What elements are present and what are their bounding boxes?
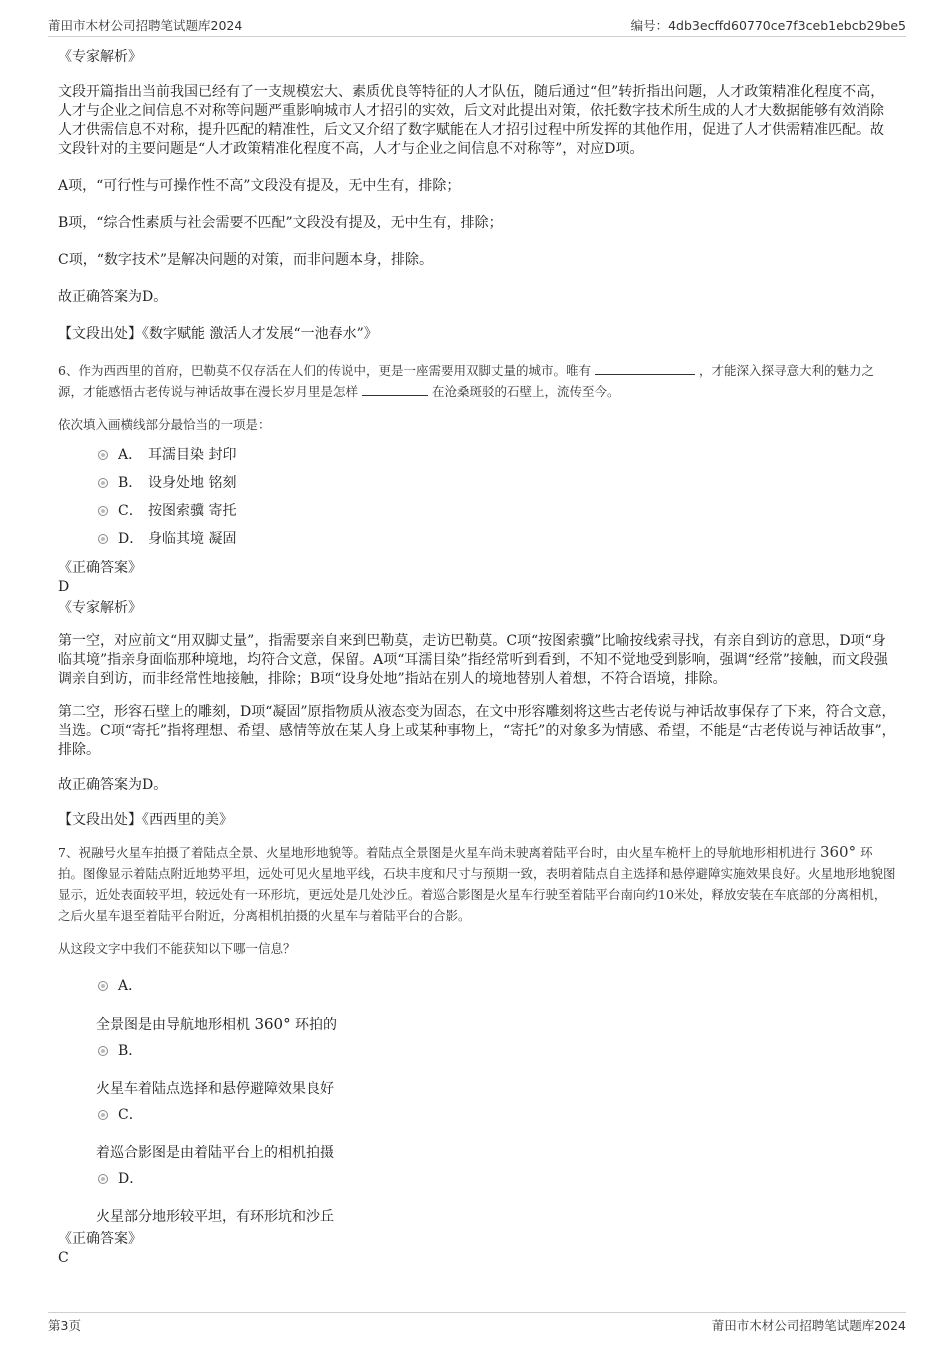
q6-stem-part3: 在沧桑斑驳的石壁上，流传至今。 <box>431 384 620 399</box>
option-label: A． <box>118 978 143 994</box>
q6-stem-part2: ，才能深入探寻意大利的魅力之源，才能感悟古老传说与神话故事在漫长岁月里是怎样 <box>58 363 874 399</box>
q7-answer: C <box>58 1250 69 1266</box>
page-content <box>58 44 896 1268</box>
radio-icon[interactable] <box>98 1046 108 1056</box>
q6-answer: D <box>58 579 70 595</box>
q7-option-a[interactable] <box>58 975 896 1036</box>
q5-conclusion: 故正确答案为D。 <box>58 289 168 305</box>
q6-analysis-paragraph-1: 第一空，对应前文“用双脚丈量”，指需要亲自来到巴勒莫，走访巴勒莫。C项“按图索骥”比喻按线索寻找，有亲自到访的意思，D项“身临其境”指亲身面临那种境地，均符合文意，保留。A项“耳濡目染”指经常听到看到，不知不觉地受到影响，强调“经常”接触，而文段强调亲自到访，而非经常性地接触，排除；B项“设身处地”指站在别人的境地替别人着想，不符合语境，排除。 <box>58 633 888 687</box>
q6-option-b[interactable] <box>58 469 896 497</box>
radio-icon[interactable] <box>98 981 108 991</box>
q5-analysis-option-b: B项，“综合性素质与社会需要不匹配”文段没有提及，无中生有，排除； <box>58 215 503 231</box>
q7-stem-rest: 环拍。图像显示着陆点附近地势平坦，远处可见火星地平线，石块丰度和尺寸与预期一致，表明着陆点自主选择和悬停避障实施效果良好。火星地形地貌图显示，近处表面较平坦，较远处有一环形坑，更远处是几处沙丘。着巡合影图是火星车行驶至着陆平台南向约10米处，释放安装在车底部的分离相机，之后火星车退至着陆平台附近，分离相机拍摄的火星车与着陆平台的合影。 <box>58 845 896 923</box>
option-label: A． <box>118 447 143 463</box>
q6-analysis-paragraph-2: 第二空，形容石壁上的雕刻，D项“凝固”原指物质从液态变为固态，在文中形容雕刻将这些古老传说与神话故事保存了下来，符合文意，当选。C项“寄托”指将理想、希望、感情等放在某人身上或某种事物上，“寄托”的对象多为情感、希望，不能是“古老传说与神话故事”，排除。 <box>58 704 896 758</box>
option-text: 身临其境 凝固 <box>148 531 237 547</box>
footer-title: 莆田市木材公司招聘笔试题库2024 <box>711 1318 906 1333</box>
q6-option-d[interactable] <box>58 525 896 553</box>
q5-analysis-paragraph: 文段开篇指出当前我国已经有了一支规模宏大、素质优良等特征的人才队伍，随后通过“但”转折指出问题，人才政策精准化程度不高，人才与企业之间信息不对称等问题严重影响城市人才招引的实效，后文对此提出对策，依托数字技术所生成的人才大数据能够有效消除人才供需信息不对称，提升匹配的精准性，后文又介绍了数字赋能在人才招引过程中所发挥的其他作用，促进了人才供需精准匹配。故文段针对的主要问题是“人才政策精准化程度不高，人才与企业之间信息不对称等”，对应D项。 <box>58 84 885 157</box>
q5-analysis-label: 《专家解析》 <box>58 49 142 65</box>
radio-icon[interactable] <box>98 506 108 516</box>
option-text: 设身处地 铭刻 <box>148 475 237 491</box>
page-footer <box>48 1312 906 1335</box>
option-text: 火星部分地形较平坦，有环形坑和沙丘 <box>96 1209 334 1225</box>
q7-option-c[interactable] <box>58 1104 896 1164</box>
option-label: C． <box>118 1107 143 1123</box>
q7-option-d[interactable] <box>58 1168 896 1228</box>
q7-option-b[interactable] <box>58 1040 896 1100</box>
q6-conclusion: 故正确答案为D。 <box>58 777 168 793</box>
q7-stem <box>58 842 896 926</box>
header-doc-id: 编号：4db3ecffd60770ce7f3ceb1ebcb29be5 <box>630 18 906 33</box>
q6-blank-1 <box>595 362 695 375</box>
option-text-head: 全景图是由导航地形相机 <box>96 1017 250 1033</box>
header-title: 莆田市木材公司招聘笔试题库2024 <box>48 18 243 33</box>
q7-stem-line1: 7、祝融号火星车拍摄了着陆点全景、火星地形地貌等。着陆点全景图是火星车尚未驶离着陆平台时，由火星车桅杆上的导航地形相机进行 <box>58 845 816 860</box>
page-header <box>48 14 906 37</box>
q7-answer-label: 《正确答案》 <box>58 1231 142 1247</box>
radio-icon[interactable] <box>98 534 108 544</box>
option-text-tail: 环拍的 <box>295 1017 338 1033</box>
option-label: D． <box>118 531 144 547</box>
q5-analysis-option-c: C项，“数字技术”是解决问题的对策，而非问题本身，排除。 <box>58 252 434 268</box>
q6-analysis-label: 《专家解析》 <box>58 600 142 616</box>
q6-answer-label: 《正确答案》 <box>58 560 142 576</box>
q5-analysis-option-a: A项，“可行性与可操作性不高”文段没有提及，无中生有，排除； <box>58 178 461 194</box>
option-text: 耳濡目染 封印 <box>148 447 237 463</box>
option-text: 火星车着陆点选择和悬停避障效果良好 <box>96 1081 334 1097</box>
q7-prompt: 从这段文字中我们不能获知以下哪一信息？ <box>58 941 296 956</box>
option-label: B． <box>118 475 143 491</box>
option-text: 按图索骥 寄托 <box>148 503 237 519</box>
option-label: B． <box>118 1043 143 1059</box>
q6-blank-2 <box>362 383 428 396</box>
radio-icon[interactable] <box>98 1174 108 1184</box>
q6-option-c[interactable] <box>58 497 896 525</box>
q6-options <box>58 441 896 553</box>
option-degree-value: 360° <box>254 1015 291 1033</box>
q5-source: 【文段出处】《数字赋能 激活人才发展“一池春水”》 <box>58 326 378 342</box>
option-text <box>58 1013 896 1036</box>
q7-degree-value: 360° <box>819 843 857 861</box>
q7-options <box>58 975 896 1228</box>
q6-stem <box>58 360 896 402</box>
radio-icon[interactable] <box>98 478 108 488</box>
option-text: 着巡合影图是由着陆平台上的相机拍摄 <box>96 1145 334 1161</box>
q6-stem-part1: 6、作为西西里的首府，巴勒莫不仅存活在人们的传说中，更是一座需要用双脚丈量的城市。唯有 <box>58 363 591 378</box>
footer-page-number: 第3页 <box>48 1318 81 1333</box>
q6-source: 【文段出处】《西西里的美》 <box>58 812 233 828</box>
radio-icon[interactable] <box>98 450 108 460</box>
radio-icon[interactable] <box>98 1110 108 1120</box>
q6-option-a[interactable] <box>58 441 896 469</box>
q6-prompt: 依次填入画横线部分最恰当的一项是： <box>58 417 271 432</box>
option-label: C． <box>118 503 143 519</box>
option-label: D． <box>118 1171 144 1187</box>
